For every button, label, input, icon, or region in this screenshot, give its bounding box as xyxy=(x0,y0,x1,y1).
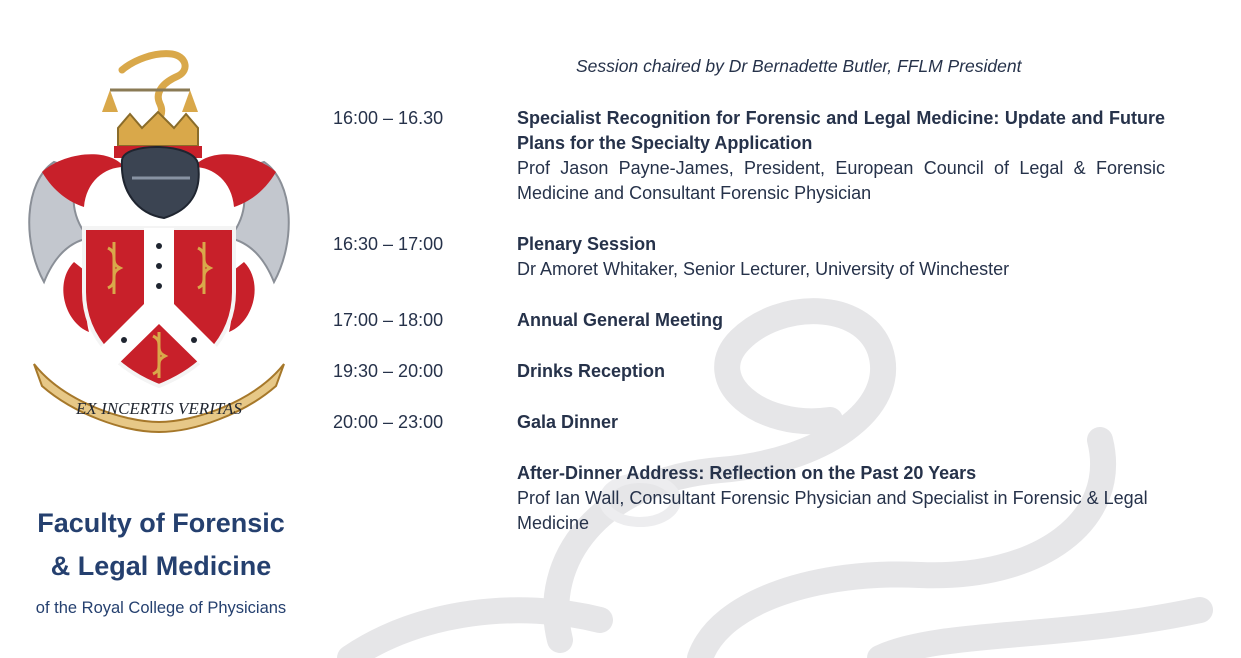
schedule-title: Specialist Recognition for Forensic and Legal Medicine: Update and Future Plans for the Specialty Application xyxy=(517,108,1165,153)
schedule-time: 20:00 – 23:00 xyxy=(333,412,444,432)
schedule-time: 16:30 – 17:00 xyxy=(333,234,444,254)
schedule-speaker: Dr Amoret Whitaker, Senior Lecturer, University of Winchester xyxy=(517,259,1010,279)
organisation-subtitle: of the Royal College of Physicians xyxy=(35,599,287,617)
schedule-title: Plenary Session xyxy=(517,234,657,254)
schedule-row xyxy=(333,359,1173,384)
schedule-title: Drinks Reception xyxy=(517,361,666,381)
schedule-row xyxy=(333,461,1173,536)
crest-motto: EX INCERTIS VERITAS xyxy=(76,399,242,418)
schedule-row xyxy=(333,308,1173,333)
organisation-name-line1: Faculty of Forensic xyxy=(37,508,285,538)
schedule-row xyxy=(333,232,1173,282)
schedule-speaker: Prof Jason Payne-James, President, European Council of Legal & Forensic Medicine and Consultant Forensic Physician xyxy=(517,158,1165,203)
schedule-title: After-Dinner Address: Reflection on the Past 20 Years xyxy=(517,463,977,483)
organisation-name-line2: & Legal Medicine xyxy=(50,551,272,581)
programme-schedule xyxy=(333,106,1173,562)
organisation-name xyxy=(18,502,304,588)
schedule-row xyxy=(333,410,1173,435)
coat-of-arms-icon xyxy=(14,42,304,434)
schedule-time: 17:00 – 18:00 xyxy=(333,310,444,330)
schedule-row xyxy=(333,106,1173,206)
session-chair-line: Session chaired by Dr Bernadette Butler, FFLM President xyxy=(576,56,1022,76)
schedule-time: 16:00 – 16.30 xyxy=(333,108,444,128)
schedule-time: 19:30 – 20:00 xyxy=(333,361,444,381)
schedule-title: Gala Dinner xyxy=(517,412,619,432)
schedule-title: Annual General Meeting xyxy=(517,310,724,330)
schedule-speaker: Prof Ian Wall, Consultant Forensic Physician and Specialist in Forensic & Legal Medicine xyxy=(517,488,1148,533)
